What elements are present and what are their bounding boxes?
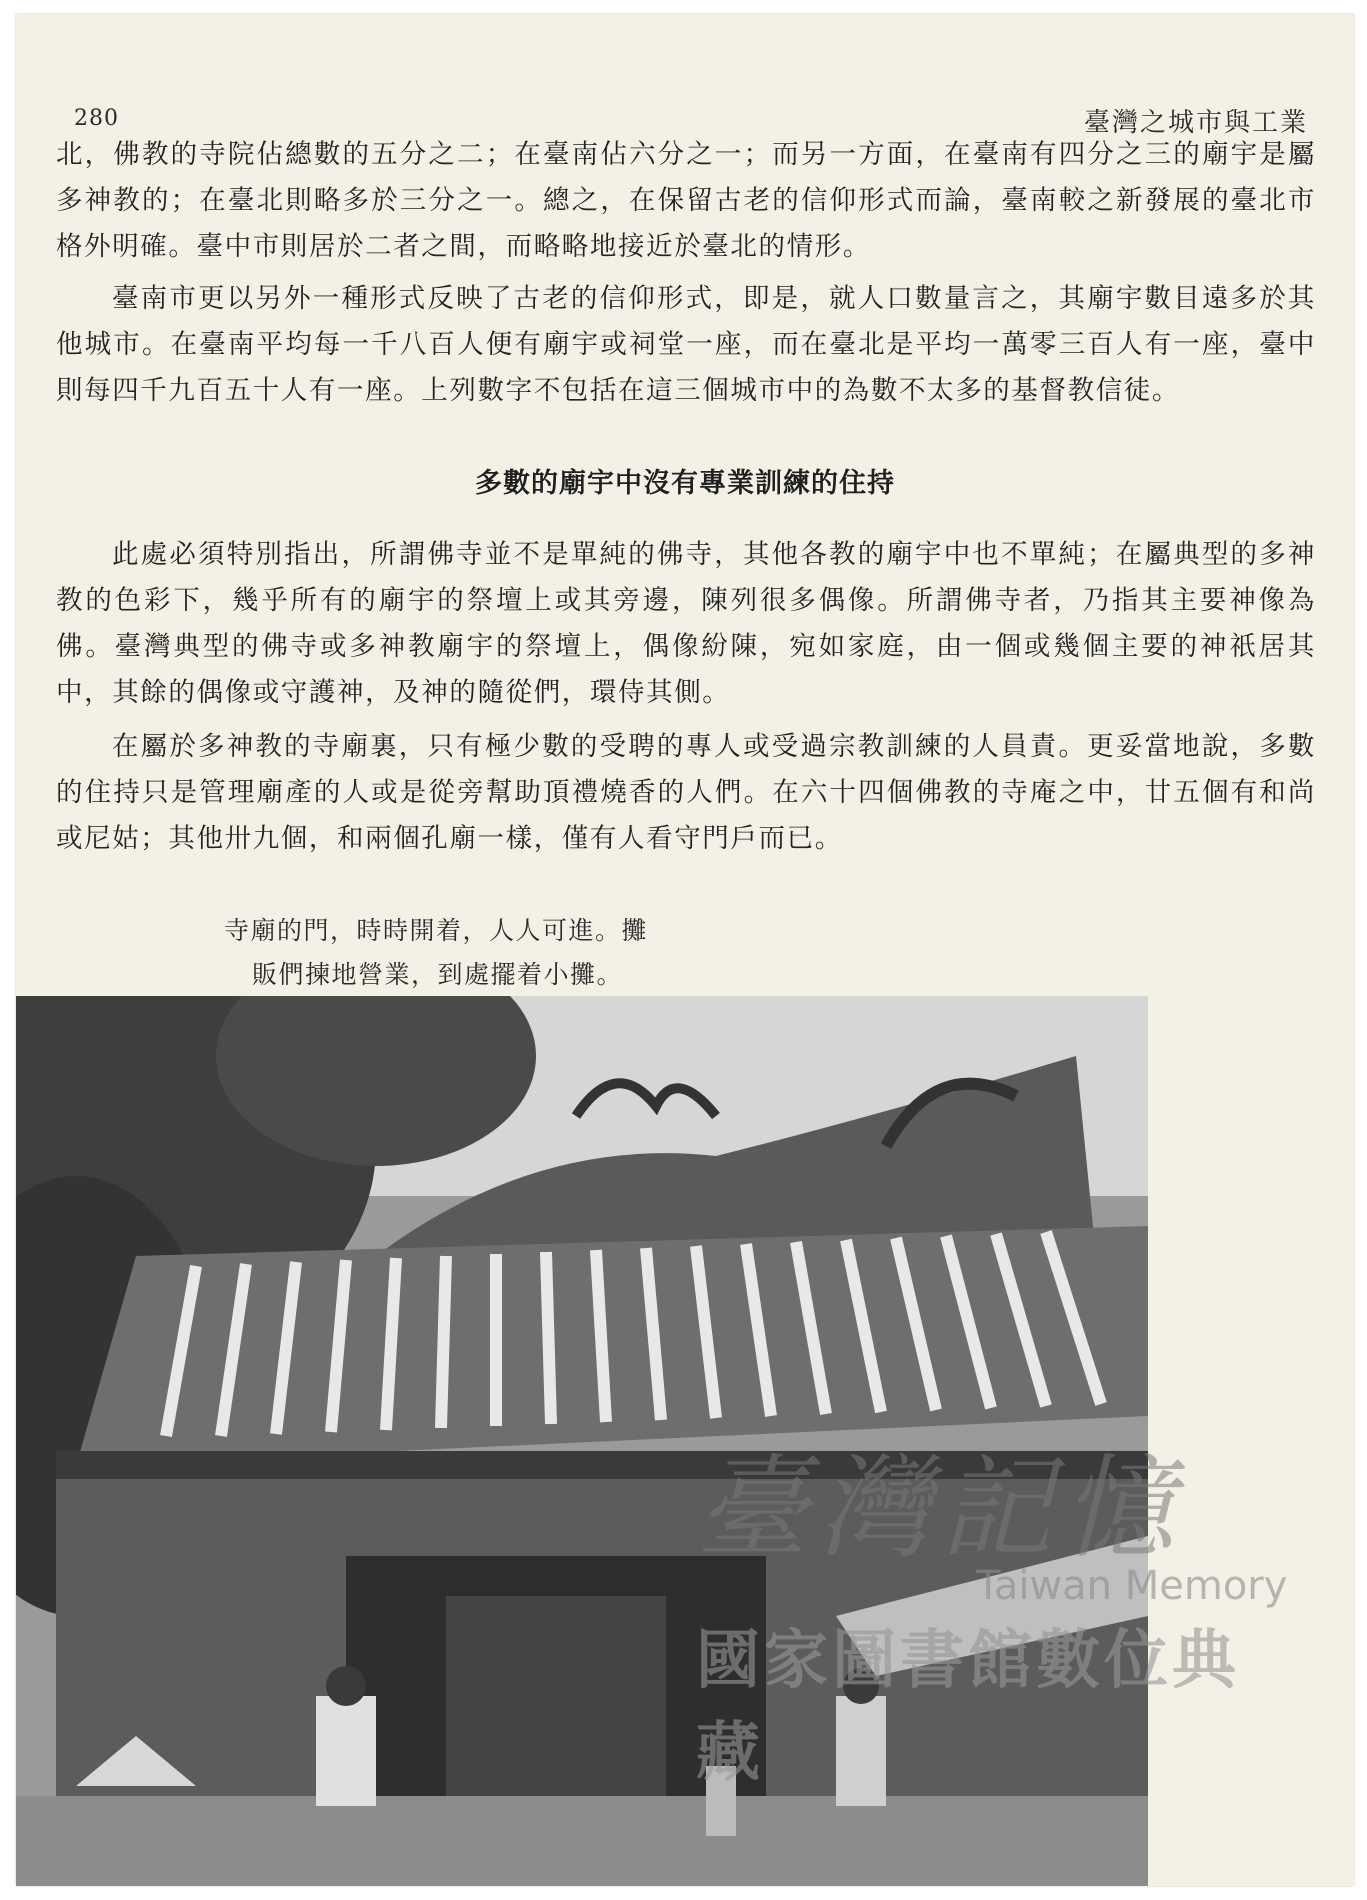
page-number: 280 xyxy=(74,106,119,131)
paragraph-3: 此處必須特別指出，所謂佛寺並不是單純的佛寺，其他各教的廟宇中也不單純；在屬典型的多神教的色彩下，幾乎所有的廟宇的祭壇上或其旁邊，陳列很多偶像。所謂佛寺者，乃指其主要神像為佛。臺灣典型的佛寺或多神教廟宇的祭壇上，偶像紛陳，宛如家庭，由一個或幾個主要的神祇居其中，其餘的偶像或守護神，及神的隨從們，環侍其側。 xyxy=(56,539,1316,708)
scanned-page xyxy=(16,14,1354,1886)
watermark-organization: 國家圖書館數位典藏 xyxy=(696,1624,1240,1790)
caption-line-2: 販們揀地營業，到處擺着小攤。 xyxy=(252,960,624,989)
temple-photograph xyxy=(16,996,1148,1886)
paragraph-1: 北，佛教的寺院佔總數的五分之二；在臺南佔六分之一；而另一方面，在臺南有四分之三的廟宇是屬多神教的；在臺北則略多於三分之一。總之，在保留古老的信仰形式而論，臺南較之新發展的臺北市格外明確。臺中市則居於二者之間，而略略地接近於臺北的情形。 xyxy=(56,139,1316,262)
temple-photo-drawing xyxy=(16,996,1148,1886)
photo-caption xyxy=(224,909,784,997)
paragraph-4: 在屬於多神教的寺廟裏，只有極少數的受聘的專人或受過宗教訓練的人員責。更妥當地說，多數的住持只是管理廟產的人或是從旁幫助頂禮燒香的人們。在六十四個佛教的寺庵之中，廿五個有和尚或尼姑；其他卅九個，和兩個孔廟一樣，僅有人看守門戶而已。 xyxy=(56,731,1316,854)
watermark-chars: 臺灣記憶 xyxy=(696,1444,1184,1574)
running-header: 臺灣之城市與工業 xyxy=(1083,108,1308,138)
section-title: 多數的廟宇中沒有專業訓練的住持 xyxy=(475,468,895,499)
watermark-english: Taiwan Memory xyxy=(976,1563,1288,1609)
caption-line-1: 寺廟的門，時時開着，人人可進。攤 xyxy=(224,916,649,945)
paragraph-2: 臺南市更以另外一種形式反映了古老的信仰形式，即是，就人口數量言之，其廟宇數目遠多於其他城市。在臺南平均每一千八百人便有廟宇或祠堂一座，而在臺北是平均一萬零三百人有一座，臺中則每四千九百五十人有一座。上列數字不包括在這三個城市中的為數不太多的基督教信徒。 xyxy=(56,283,1316,406)
